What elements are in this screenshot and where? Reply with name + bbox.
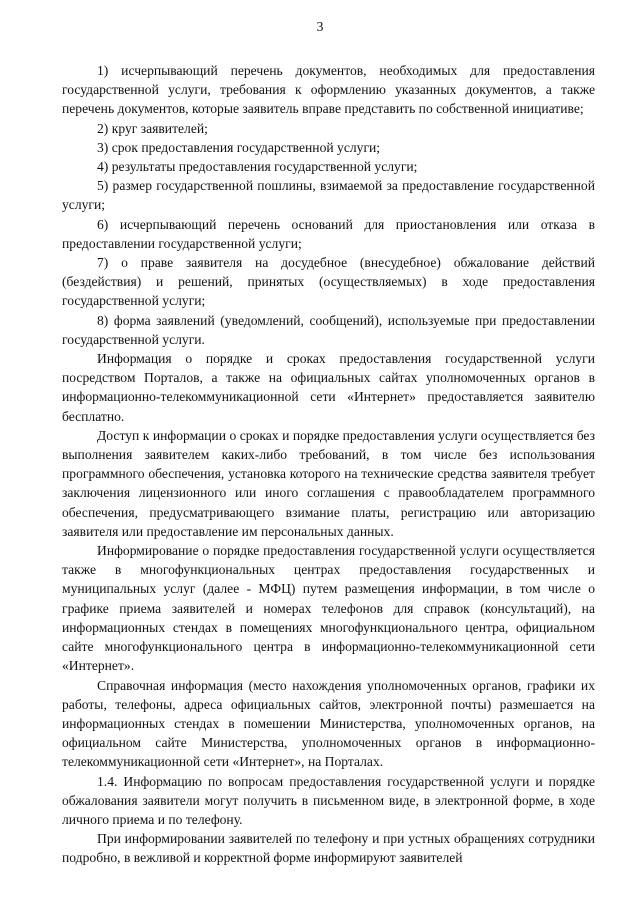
body-text	[62, 61, 595, 868]
paragraph-portal-info: Информация о порядке и сроках предоставления государственной услуги посредством Порталов, а также на официальных сайтах уполномоченных органов в информационно-телекоммуникационной сети «Интернет» предоставляется заявителю бесплатно.	[62, 351, 595, 424]
paragraph-list-item-3: 3) срок предоставления государственной услуги;	[97, 139, 381, 155]
paragraph-phone-info: При информировании заявителей по телефону и при устных обращениях сотрудники подробно, в вежливой и корректной форме информируют заявителей	[62, 831, 595, 866]
paragraph-reference-info: Справочная информация (место нахождения уполномоченных органов, графики их работы, телефоны, адреса официальных сайтов, электронной почты) размешается на информационных стендах в помешении Министерства, уполномоченных органов, на официальном сайте Министерства, уполномоченных органов в информационно-телекоммуникационной сети «Интернет», на Порталах.	[62, 677, 595, 770]
paragraph-list-item-4: 4) результаты предоставления государственной услуги;	[97, 159, 418, 175]
page-number: 3	[316, 19, 324, 34]
paragraph-list-item-6: 6) исчерпывающий перечень оснований для приостановления или отказа в предоставлении государственной услуги;	[62, 216, 595, 251]
paragraph-list-item-2: 2) круг заявителей;	[97, 120, 208, 136]
paragraph-mfc-info: Информирование о порядке предоставления государственной услуги осуществляется также в многофункциональных центрах предоставления государственных и муниципальных услуг (далее - МФЦ) путем размещения информации, в том числе о графике приема заявителей и номерах телефонов для справок (консультаций), на информационных стендах в помещениях многофункционального центра, официальном сайте многофункционального центра в информационно-телекоммуникационной сети «Интернет».	[62, 543, 595, 674]
paragraph-list-item-7: 7) о праве заявителя на досудебное (внесудебное) обжалование действий (бездействия) и решений, принятых (осуществляемых) в ходе предоставления государственной услуги;	[62, 255, 595, 309]
paragraph-access-info: Доступ к информации о сроках и порядке предоставления услуги осуществляется без выполнения заявителем каких-либо требований, в том числе без использования программного обеспечения, установка которого на технические средства заявителя требует заключения лицензионного или иного соглашения с правообладателем программного обеспечения, предусматривающего взимание платы, регистрацию или авторизацию заявителя или предоставление им персональных данных.	[62, 427, 595, 539]
paragraph-list-item-8: 8) форма заявлений (уведомлений, сообщений), используемые при предоставлении государственной услуги.	[62, 312, 595, 347]
paragraph-section-1-4: 1.4. Информацию по вопросам предоставления государственной услуги и порядке обжалования заявители могут получить в письменном виде, в электронной форме, в ходе личного приема и по телефону.	[62, 773, 595, 827]
paragraph-list-item-5: 5) размер государственной пошлины, взимаемой за предоставление государственной услуги;	[62, 178, 595, 213]
paragraph-list-item-1: 1) исчерпывающий перечень документов, необходимых для предоставления государственной услуги, требования к оформлению указанных документов, а также перечень документов, которые заявитель вправе представить по собственной инициативе;	[62, 63, 595, 117]
